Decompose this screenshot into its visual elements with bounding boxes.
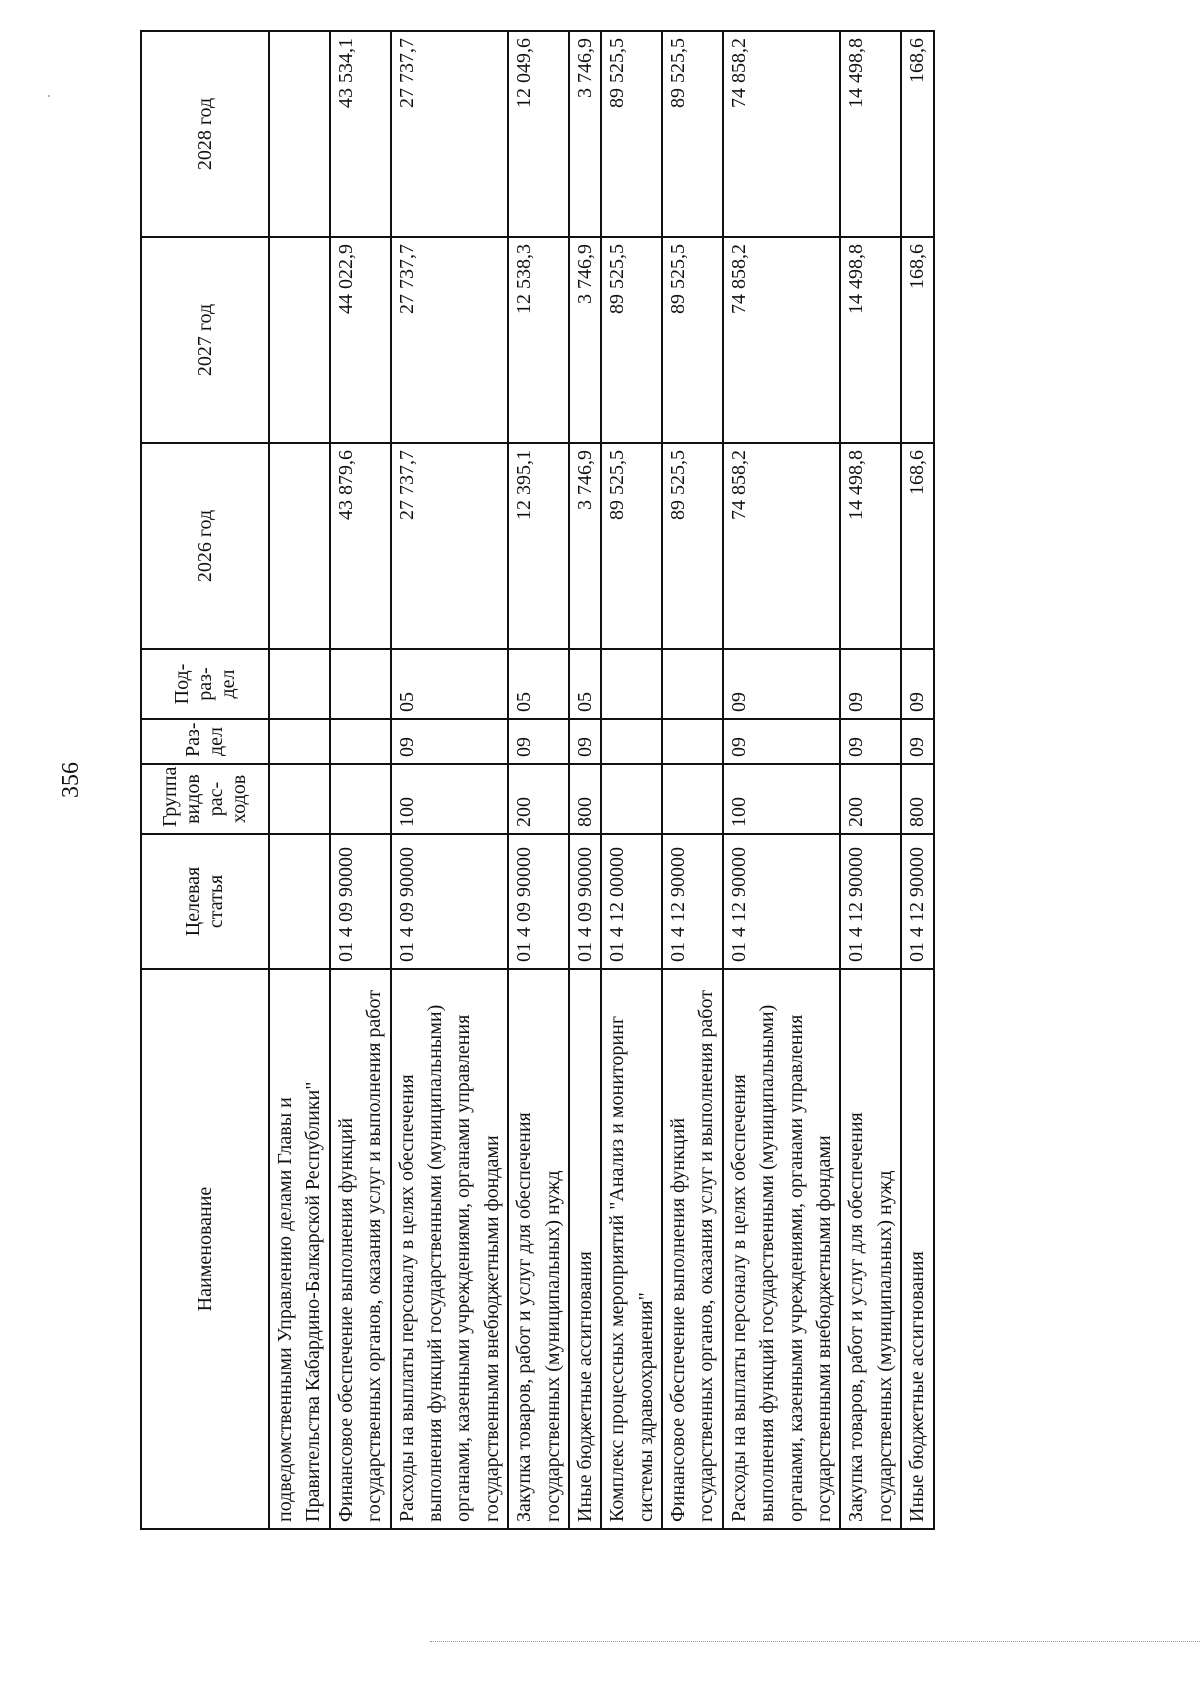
row-2027: [269, 237, 330, 443]
table-row: [840, 31, 901, 1529]
table-row: [601, 31, 662, 1529]
row-2026: 168,6: [901, 443, 933, 649]
header-name: Наименование: [141, 969, 269, 1529]
row-target-article: [269, 834, 330, 969]
row-2027: 168,6: [901, 237, 933, 443]
row-target-article: 01 4 09 90000: [569, 834, 601, 969]
row-target-article: 01 4 09 90000: [330, 834, 391, 969]
row-target-article: 01 4 12 90000: [901, 834, 933, 969]
budget-table: [140, 30, 935, 1530]
row-2028: 74 858,2: [723, 31, 841, 237]
table-row: [508, 31, 569, 1529]
row-name: подведомственными Управлению делами Главы и Правительства Кабардино-Балкарской Республики": [269, 969, 330, 1529]
row-name: Иные бюджетные ассигнования: [569, 969, 601, 1529]
row-name: Закупка товаров, работ и услуг для обеспечения государственных (муниципальных) нужд: [840, 969, 901, 1529]
row-2027: 14 498,8: [840, 237, 901, 443]
row-2028: 89 525,5: [601, 31, 662, 237]
table-row: [391, 31, 509, 1529]
row-2028: 89 525,5: [662, 31, 723, 237]
table-row: [269, 31, 330, 1529]
row-expense-group: 200: [508, 764, 569, 834]
row-2027: 89 525,5: [662, 237, 723, 443]
row-podrazdel: 05: [569, 649, 601, 719]
row-podrazdel: 09: [723, 649, 841, 719]
row-expense-group: 800: [901, 764, 933, 834]
row-expense-group: [269, 764, 330, 834]
row-name: Комплекс процессных мероприятий "Анализ и мониторинг системы здравоохранения": [601, 969, 662, 1529]
row-name: Финансовое обеспечение выполнения функций государственных органов, оказания услуг и выполнения работ: [330, 969, 391, 1529]
scan-edge-line: [430, 1641, 1200, 1642]
row-2027: 3 746,9: [569, 237, 601, 443]
row-2027: 44 022,9: [330, 237, 391, 443]
row-2027: 27 737,7: [391, 237, 509, 443]
row-2028: 3 746,9: [569, 31, 601, 237]
row-2026: 27 737,7: [391, 443, 509, 649]
header-razdel: Раз-дел: [141, 719, 269, 764]
row-expense-group: 800: [569, 764, 601, 834]
row-target-article: 01 4 12 90000: [662, 834, 723, 969]
row-2026: 43 879,6: [330, 443, 391, 649]
row-target-article: 01 4 09 90000: [391, 834, 509, 969]
row-name: Расходы на выплаты персоналу в целях обеспечения выполнения функций государственными (муниципальными) органами, казенными учреждениями, органами управления государственными внебюджетными фондами: [723, 969, 841, 1529]
row-podrazdel: 05: [508, 649, 569, 719]
table-row: [569, 31, 601, 1529]
row-2027: 74 858,2: [723, 237, 841, 443]
row-razdel: 09: [569, 719, 601, 764]
row-name: Расходы на выплаты персоналу в целях обеспечения выполнения функций государственными (муниципальными) органами, казенными учреждениями, органами управления государственными внебюджетными фондами: [391, 969, 509, 1529]
row-2027: 12 538,3: [508, 237, 569, 443]
row-name: Иные бюджетные ассигнования: [901, 969, 933, 1529]
row-razdel: [330, 719, 391, 764]
row-razdel: [269, 719, 330, 764]
row-razdel: 09: [723, 719, 841, 764]
row-target-article: 01 4 12 90000: [723, 834, 841, 969]
row-expense-group: 100: [723, 764, 841, 834]
row-2026: 3 746,9: [569, 443, 601, 649]
header-podrazdel: Под-раз-дел: [141, 649, 269, 719]
page-number: 356: [58, 762, 84, 798]
row-expense-group: [601, 764, 662, 834]
row-2026: 12 395,1: [508, 443, 569, 649]
table-row: [723, 31, 841, 1529]
row-2026: 74 858,2: [723, 443, 841, 649]
row-expense-group: 200: [840, 764, 901, 834]
row-2028: 14 498,8: [840, 31, 901, 237]
row-podrazdel: [269, 649, 330, 719]
row-target-article: 01 4 12 00000: [601, 834, 662, 969]
row-target-article: 01 4 09 90000: [508, 834, 569, 969]
row-2026: 14 498,8: [840, 443, 901, 649]
table-row: [901, 31, 933, 1529]
table-row: [330, 31, 391, 1529]
row-podrazdel: 09: [901, 649, 933, 719]
row-podrazdel: 09: [840, 649, 901, 719]
header-target-article: Целевая статья: [141, 834, 269, 969]
row-podrazdel: [601, 649, 662, 719]
row-expense-group: [330, 764, 391, 834]
row-target-article: 01 4 12 90000: [840, 834, 901, 969]
row-name: Закупка товаров, работ и услуг для обеспечения государственных (муниципальных) нужд: [508, 969, 569, 1529]
row-2026: 89 525,5: [662, 443, 723, 649]
row-2028: 43 534,1: [330, 31, 391, 237]
row-2026: 89 525,5: [601, 443, 662, 649]
row-podrazdel: [330, 649, 391, 719]
row-razdel: 09: [508, 719, 569, 764]
row-podrazdel: 05: [391, 649, 509, 719]
scan-speck: [48, 95, 50, 97]
header-2028: 2028 год: [141, 31, 269, 237]
row-2028: 168,6: [901, 31, 933, 237]
row-2026: [269, 443, 330, 649]
row-name: Финансовое обеспечение выполнения функций государственных органов, оказания услуг и выполнения работ: [662, 969, 723, 1529]
row-podrazdel: [662, 649, 723, 719]
header-2026: 2026 год: [141, 443, 269, 649]
table-row: [662, 31, 723, 1529]
row-2028: [269, 31, 330, 237]
row-2028: 27 737,7: [391, 31, 509, 237]
row-2028: 12 049,6: [508, 31, 569, 237]
header-2027: 2027 год: [141, 237, 269, 443]
row-razdel: 09: [840, 719, 901, 764]
row-razdel: [662, 719, 723, 764]
row-2027: 89 525,5: [601, 237, 662, 443]
row-expense-group: [662, 764, 723, 834]
row-razdel: [601, 719, 662, 764]
row-razdel: 09: [901, 719, 933, 764]
row-razdel: 09: [391, 719, 509, 764]
header-expense-group: Группа видов рас-ходов: [141, 764, 269, 834]
table-header-row: [141, 31, 269, 1529]
row-expense-group: 100: [391, 764, 509, 834]
